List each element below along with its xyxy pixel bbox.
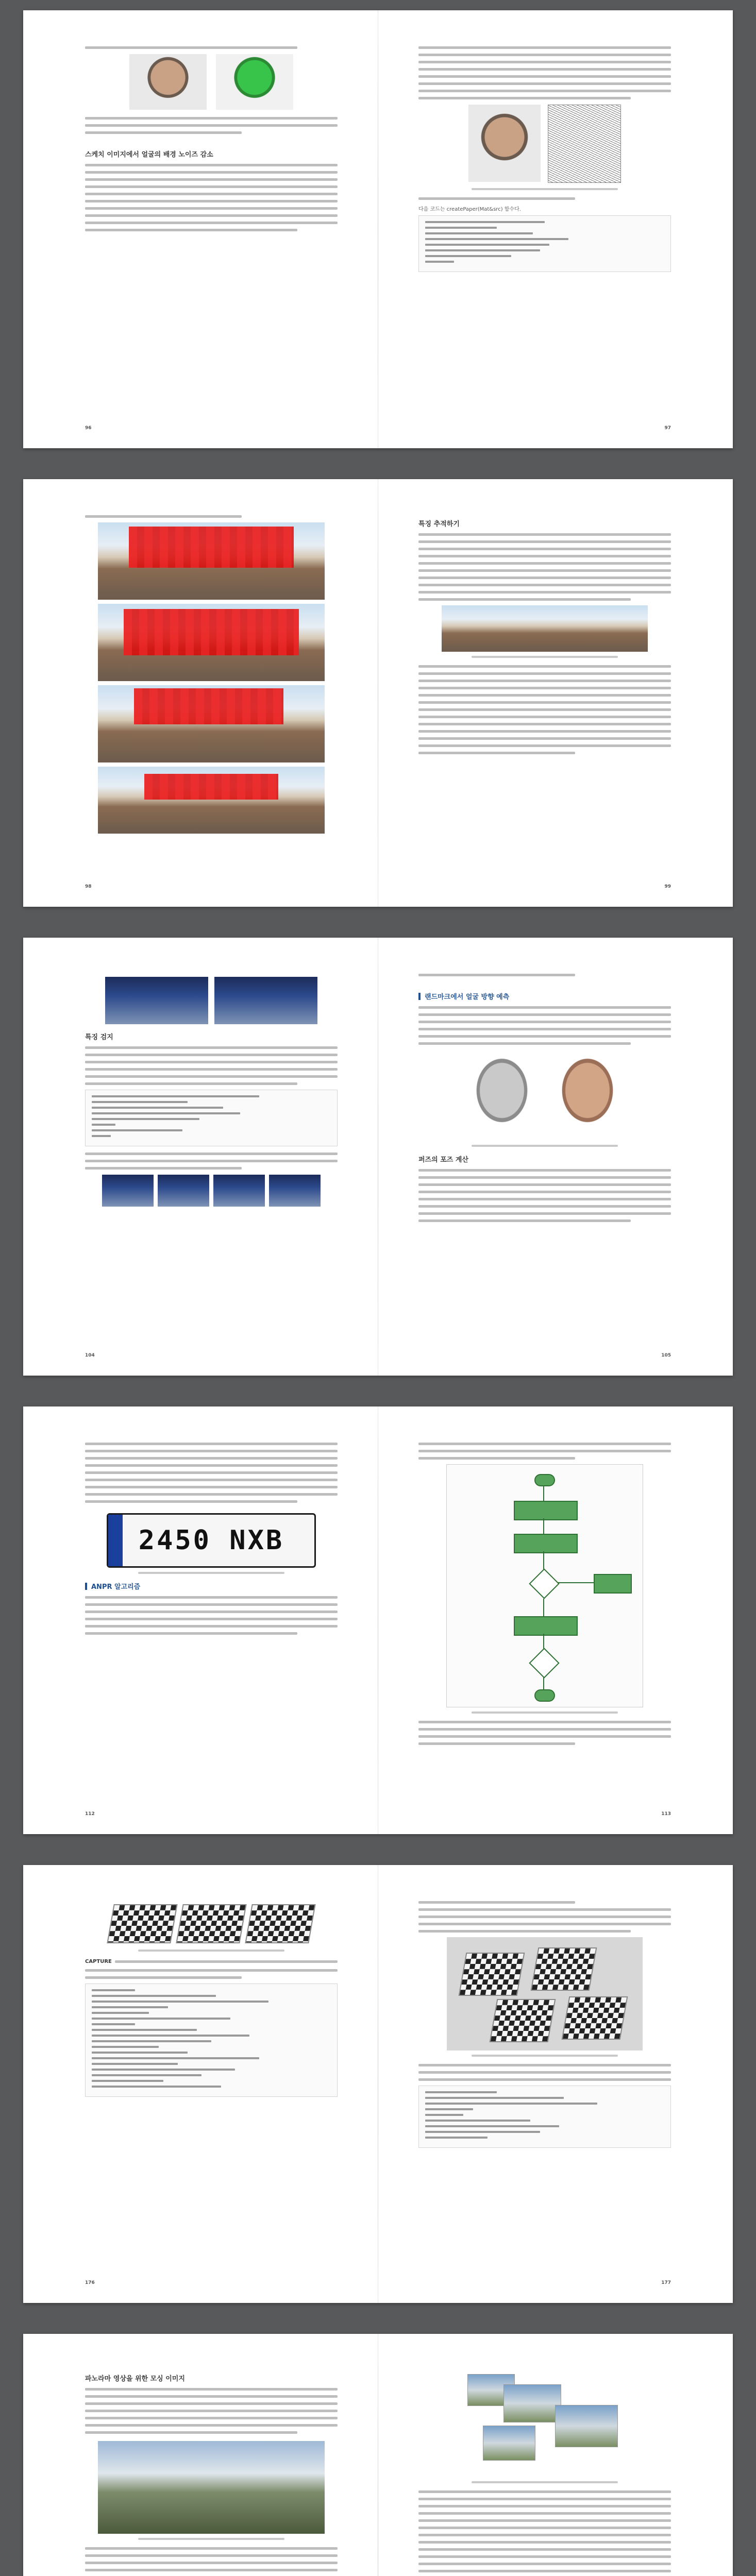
image-mosaic [467,2374,622,2477]
section-heading: 스케치 이미지에서 얼굴의 배경 노이즈 감소 [85,151,213,159]
code-caption: 다음 코드는 createPaper(Mat&src) 함수다. [418,207,521,212]
crowd-image-1 [98,522,325,600]
checkerboard-3 [245,1904,315,1943]
page-footer: 99 [664,884,671,889]
page-right [378,938,733,1376]
page-left [23,479,378,907]
crowd-image-4 [98,767,325,834]
tv-frame-6 [269,1175,321,1207]
page-footer: 98 [85,884,92,889]
flow-decision-2 [529,1648,559,1678]
tv-frame-3 [102,1175,154,1207]
book-spread-5 [23,1865,733,2303]
flowchart [446,1464,643,1707]
page-left [23,1865,378,2303]
sketch-image [548,105,621,183]
book-spread-4 [23,1406,733,1834]
page-footer: 97 [664,426,671,431]
page-footer: 176 [85,2280,95,2285]
code-block [418,2086,671,2148]
page-left [23,1406,378,1834]
page-right [378,479,733,907]
panorama-image [98,2441,325,2534]
subsection-heading: 퍼즈의 포즈 계산 [418,1156,468,1164]
page-footer: 112 [85,1811,95,1817]
section-heading: 파노라마 영상을 위한 모싱 이미지 [85,2375,185,2383]
code-block [418,215,671,272]
crowd-image-2 [98,604,325,681]
tv-frame-1 [105,977,208,1024]
code-block [85,1090,338,1146]
plate-text: 2450 NXB [138,1525,284,1556]
page-footer: 177 [661,2280,671,2285]
code-label: CAPTURE [85,1959,112,1964]
page-left [23,938,378,1376]
book-spread-6 [23,2334,733,2576]
page-right [378,10,733,448]
page-right [378,2334,733,2576]
tv-frame-4 [158,1175,209,1207]
flow-step-2 [514,1534,578,1553]
checkerboard-1 [107,1904,177,1943]
face-photo-original [129,54,207,110]
license-plate [107,1513,316,1568]
flow-start [534,1474,555,1486]
face-photo-green-mask [216,54,293,110]
crowd-image-3 [98,685,325,762]
book-spread-3 [23,938,733,1376]
page-footer: 113 [661,1811,671,1817]
section-heading-blue: 랜드마크에서 얼굴 방향 예측 [418,991,671,1001]
book-spread-1 [23,10,733,448]
section-heading: 특징 추적하기 [418,520,460,528]
flow-decision-1 [529,1568,559,1599]
flow-step-1 [514,1501,578,1520]
page-right [378,1406,733,1834]
page-left [23,2334,378,2576]
flow-end [534,1689,555,1702]
page-left [23,10,378,448]
page-footer: 105 [661,1353,671,1358]
book-spread-2 [23,479,733,907]
tv-frame-2 [214,977,317,1024]
section-heading-blue: ANPR 알고리즘 [85,1581,338,1591]
tv-frame-5 [213,1175,265,1207]
crowd-image-feature [442,605,648,652]
real-face-photo [549,1051,626,1139]
checkerboard-2 [176,1904,246,1943]
3d-head-model [463,1051,541,1139]
eu-band [108,1515,123,1566]
flow-side-step [594,1574,632,1594]
page-right [378,1865,733,2303]
flow-step-3 [514,1616,578,1636]
3d-checkerboard-render [447,1937,643,2050]
section-heading: 특징 검지 [85,1033,113,1041]
page-footer: 96 [85,426,92,431]
code-block [85,1984,338,2097]
portrait-photo [468,105,541,182]
page-footer: 104 [85,1353,95,1358]
